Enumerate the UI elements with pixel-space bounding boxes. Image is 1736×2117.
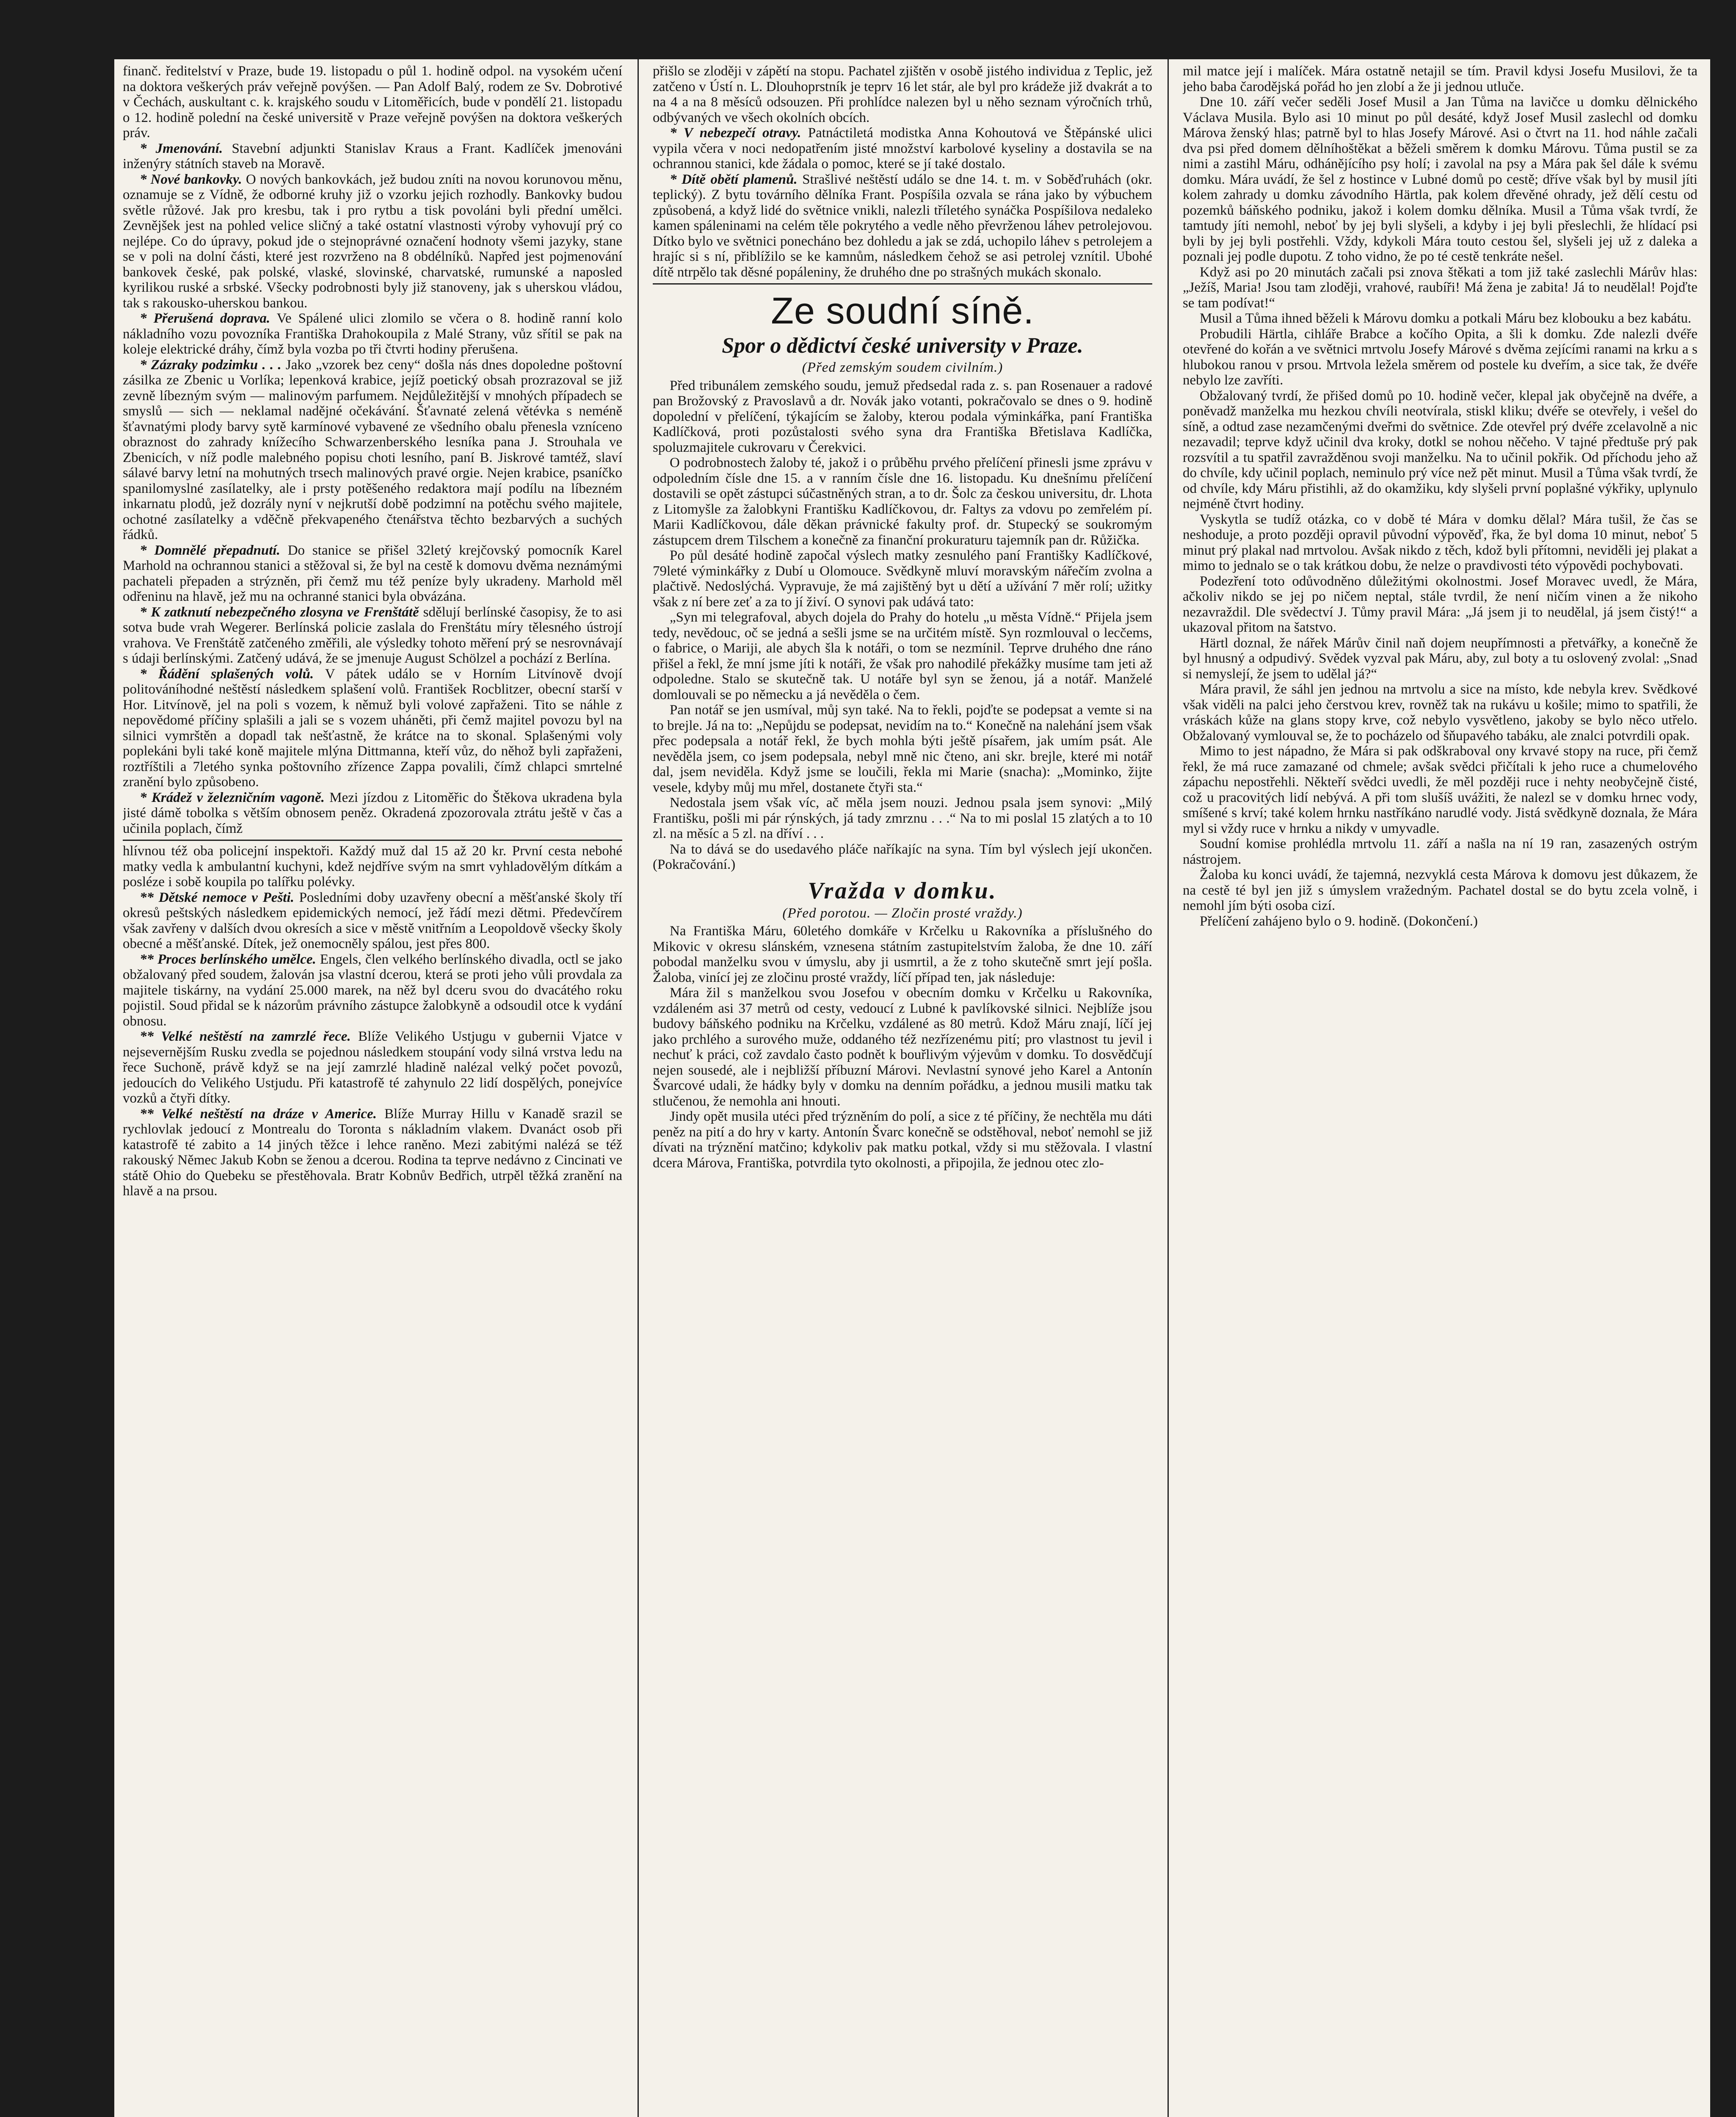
- news-item-heading: * Domnělé přepadnutí.: [140, 542, 280, 558]
- news-item-text: Härtl doznal, že nářek Márův činil naň dojem neupřímnosti a přetvářky, a konečně že byl hnusný a odpudivý. Svědek vyzval pak Máru, aby, zul boty a tu oslovený zvolal: „Snad si nemyslejí, že jsem to udělal já?“: [1183, 635, 1697, 682]
- news-paragraph: [653, 64, 1152, 125]
- news-paragraph: [1183, 682, 1697, 743]
- news-paragraph: [1183, 512, 1697, 574]
- news-paragraph: [1183, 388, 1697, 512]
- news-paragraph: [123, 141, 622, 172]
- news-item-text: Engels, člen velkého berlínského divadla, octl se jako obžalovaný před soudem, žalován jsa vlastní dcerou, která se proti jeho vůli provdala za majitele tiskárny, na vydání 25.000 marek, na něž byl dceru svou do dvacátého roku pojistil. Soud přidal se k názorům právního zástupce žalobkyně a odsoudil otce k vydání obnosu.: [123, 951, 622, 1029]
- news-item-text: Blíže Velikého Ustjugu v gubernii Vjatce v nejsevernějším Rusku zvedla se pojednou následkem stoupání vody silná vrstva ledu na řece Suchoně, právě když se na její zamrzlé hladině nalézal velký počet povozů, jedoucích do Velikého Ustjudu. Při katastrofě té zahynulo 22 lidí dospělých, ponejvíce vozků a čtyři dítky.: [123, 1029, 622, 1106]
- article-paragraph: Pan notář se jen usmíval, můj syn také. Na to řekli, pojďte se podepsat a vemte si na to brejle. Já na to: „Nepůjdu se podepsat, nevidím na to.“ Konečně na nalehání jsem však přec podepsala a notář řekl, že bych mohla býti ještě písařem, jak umím psát. Ale nevěděla jsem, co jsem podepsala, nebyl mně nic čteno, ani skr. brejle, které mi notář dal, jsem neviděla. Když jsme se loučili, řekla mi Marie (snacha): „Mominko, žijte vesele, kdyby můj mu mřel, dostanete čtyři sta.“: [653, 702, 1152, 795]
- news-item-text: přišlo se zloději v zápětí na stopu. Pachatel zjištěn v osobě jistého individua z Teplic, jež zatčeno v Ústí n. L. Dlouhoprstník je teprv 16 let stár, ale byl pro krádeže již dvakrát a to na 4 a na 8 měsíců odsouzen. Při prohlídce nalezen byl u něho seznam výročních trhů, odbývaných ve všech okolních obcích.: [653, 64, 1152, 125]
- column-divider: [638, 59, 639, 2117]
- news-item-text: finanč. ředitelství v Praze, bude 19. listopadu o půl 1. hodině odpol. na vysokém učení na doktora veškerých práv veřejně povýšen. — Pan Adolf Balý, rodem ze Sv. Dobrotivé v Čechách, auskultant c. k. krajského soudu v Litoměřicích, bude v pondělí 21. listopadu o 12. hodině polední na české universitě v Praze veřejně povýšen na doktora veškerých práv.: [123, 64, 622, 141]
- news-paragraph: [1183, 64, 1697, 94]
- news-item-heading: * V nebezpečí otravy.: [670, 125, 801, 141]
- section-divider: [653, 283, 1152, 285]
- article-paragraph: Jindy opět musila utéci před trýzněním do polí, a sice z té příčiny, že nechtěla mu dáti peněz na pití a do hry v karty. Antonín Švarc konečně se odstěhoval, neboť nemohl se již dívati na trýznění matčino; kdykoliv pak matku potkal, vždy si mu stěžovala. I vlastní dcera Márova, Františka, potvrdila tyto okolnosti, a připojila, že jednou otec zlo-: [653, 1109, 1152, 1171]
- article-paragraph: O podrobnostech žaloby té, jakož i o průběhu prvého přelíčení přinesli jsme zprávu v odpoledním čísle dne 15. a v ranním čísle dne 16. listopadu. Ku dnešnímu přelíčení dostavili se opět zástupci súčastněných stran, a to dr. Šolc za českou universitu, dr. Lhota z Litomyšle za žalobkyni Františku Kadlíčkovou, dr. Faltys za vdovu po zemřelém pí. Marii Kadlíčkovou, dále děkan právnické fakulty prof. dr. Stupecký se soukromým zástupcem drem Tilschem a konečně za finanční prokuraturu tajemník pan dr. Růžička.: [653, 455, 1152, 548]
- news-item-heading: * Jmenování.: [140, 141, 223, 156]
- news-paragraph: [123, 311, 622, 357]
- news-item-heading: * Krádež v železničním vagoně.: [140, 790, 325, 805]
- article-paragraph: „Syn mi telegrafoval, abych dojela do Prahy do hotelu „u města Vídně.“ Přijela jsem tedy, nevědouc, oč se jedná a sešli jsme se na určitém místě. Syn rozmlouval o lecčems, o fabrice, o Mariji, ale abych šla k notáři, o tom se nezmínil. Teprve druhého dne ráno přišel a řekl, že mní jsme jíti k notáři, že však pro nahodilé překážky musíme tam jeti až odpoledne. Stalo se skutečně tak. U notáře byl syn se ženou, já a notář. Manželé domlouvali se po německu a já nevěděla o čem.: [653, 610, 1152, 702]
- news-paragraph: [123, 890, 622, 952]
- newspaper-page: [114, 59, 1710, 2117]
- news-paragraph: [123, 666, 622, 790]
- column-2-news-items: [653, 64, 1152, 280]
- news-paragraph: [123, 790, 622, 837]
- news-paragraph: [123, 357, 622, 543]
- news-item-heading: * Přerušená doprava.: [140, 311, 270, 326]
- news-paragraph: [1183, 311, 1697, 326]
- news-item-text: Mezi jízdou z Litoměřic do Štěkova ukradena byla jisté dámě tobolka s větším obnosem peněz. Okradená zpozorovala ztrátu ještě v čas a učinila poplach, čímž: [123, 790, 622, 836]
- news-item-text: hlívnou též oba policejní inspektoři. Každý muž dal 15 až 20 kr. První cesta nebohé matky vedla k ambulantní kuchyni, kdež nejdříve svým na smrt vyhladovělým dítkám a posléze i sobě koupila po talířku polévky.: [123, 843, 622, 890]
- news-paragraph: [123, 64, 622, 141]
- article-paragraph: Po půl desáté hodině započal výslech matky zesnulého paní Františky Kadlíčkové, 79leté výminkářky z Dubí u Olomouce. Svědkyně mluví moravským nářečím zvolna a plačtivě. Nedoslýchá. Vypravuje, že má zajištěný byt u dětí a užívání 7 měr rolí; užitky však z ní bere zeť a za to jí živí. O synovi pak udává tato:: [653, 548, 1152, 610]
- news-item-text: Musil a Tůma ihned běželi k Márovu domku a potkali Máru bez klobouku a bez kabátu.: [1200, 311, 1692, 326]
- court-label-civil: (Před zemským soudem civilním.): [802, 360, 1003, 375]
- news-item-text: Mára pravil, že sáhl jen jednou na mrtvolu a sice na místo, kde nebyla krev. Svědkové však viděli na palci jeho čerstvou krev, rovněž tak na rukávu u košile; mimo to spatřili, že vráskách kůže na glans stopy krve, což nebylo vysvětleno, jakoby se bylo něco utřelo. Obžalovaný vymlouval se, že to pocházelo od šňupavého tabáku, ale znalci potvrdili opak.: [1183, 682, 1697, 743]
- article-title-murder: Vražda v domku.: [808, 877, 997, 904]
- news-item-heading: * K zatknutí nebezpečného zlosyna ve Frenštátě: [140, 604, 419, 620]
- news-item-text: Stavební adjunkti Stanislav Kraus a Frant. Kadlíček jmenováni inženýry státních staveb na Moravě.: [123, 141, 622, 171]
- news-paragraph: [123, 1106, 622, 1199]
- news-paragraph: [1183, 94, 1697, 265]
- news-item-text: Blíže Murray Hillu v Kanadě srazil se rychlovlak jedoucí z Montrealu do Toronta s nákladním vlakem. Dvanáct osob při katastrofě té zabito a 14 jiných těžce i lehce raněno. Mezi zabitými nalézá se též rakouský Němec Jakub Kobn se ženou a dcerou. Rodina ta teprve nedávno z Cincinati ve státě Ohio do Quebeku se přestěhovala. Bratr Kobnův Bedřich, utrpěl těžká zranění na hlavě a na prsou.: [123, 1106, 622, 1199]
- article-paragraph: Nedostala jsem však víc, ač měla jsem nouzi. Jednou psala jsem synovi: „Milý Františku, pošli mi pár rýnských, já tady zmrznu . . .“ Na to mi poslal 15 zlatých a to 10 zl. na měsíc a 5 zl. na dříví . . .: [653, 795, 1152, 841]
- news-item-text: Když asi po 20 minutách začali psi znova štěkati a tom již také zaslechli Márův hlas: „Ježíš, Maria! Jsou tam zloději, vrahové, raubíři! Má žena je zabita! Já to neudělal! Pojďte se tam podívat!“: [1183, 264, 1697, 311]
- news-paragraph: [123, 543, 622, 605]
- news-paragraph: [1183, 326, 1697, 388]
- news-paragraph: [1183, 914, 1697, 929]
- news-item-heading: ** Dětské nemoce v Pešti.: [140, 890, 294, 905]
- news-item-text: Jako „vzorek bez ceny“ došla nás dnes dopoledne poštovní zásilka ze Zbenic u Vorlíka; lepenková krabice, jejíž poetický obsah prozrazoval se již zevně líbezným svým — malinovým parfumem. Nejdůležitější v mnohých případech se smyslů — sich — neklamal nadějné očekávání. Šťavnaté zelená větévka s neméně šťavnatými plody barvy sytě karmínové vybavené ze všedního obalu přenesla vzníceno obraznost do zahrady knížecího Schwarzenberského lesníka pana J. Strouhala ve Zbenicích, v níž podle malebného popisu choti lesního, paní B. Jiskrové tamtéž, slaví sálavé barvy letní na mohutných trsech malinových pravé orgie. Nejen krabice, psaníčko spanilomyslné zasílatelky, ale i prsty potěšeného redaktora mají podílu na líbezném inkarnatu plodů, jež dozrály nyní v nejkrutší době podzimní na potěchu svého majitele, ochotné zasílatelky a vděčně překvapeného čtenářstva těchto bezbarvých a suchých řádků.: [123, 357, 622, 542]
- news-paragraph: [123, 952, 622, 1029]
- news-paragraph: [123, 605, 622, 666]
- article-paragraph: Před tribunálem zemského soudu, jemuž předsedal rada z. s. pan Rosenauer a radové pan Brožovský z Pravoslavů a dr. Novák jako votanti, pokračovalo se dnes o 9. hodině dopolední v přelíčení, týkajícím se žaloby, kterou podala výminkářka, paní Františka Kadlíčková, proti pozůstalosti svého syna dra Františka Břetislava Kadlíčka, spoluzmajitele cukrovaru v Čerekvici.: [653, 378, 1152, 455]
- column-3: [1183, 64, 1697, 2117]
- news-item-heading: * Dítě obětí plamenů.: [670, 171, 798, 187]
- column-divider: [1167, 59, 1169, 2117]
- section-title-court: Ze soudní síně.: [771, 290, 1034, 332]
- news-paragraph: [1183, 743, 1697, 836]
- news-item-text: Žaloba ku konci uvádí, že tajemná, nezvyklá cesta Márova k domovu jest důkazem, že na cestě té byl jen již s úmyslem vražedným. Pachatel dostal se do bytu zcela volně, i nemohl jím býti osoba cizí.: [1183, 867, 1697, 913]
- news-item-text: Mimo to jest nápadno, že Mára si pak odškraboval ony krvavé stopy na ruce, při čemž řekl, že má ruce zamazané od chmele; avšak svědci přičítali k jeho ruce a chumelového zápachu nepostřehli. Někteří svědci uvedli, že měl později ruce i nehty neobyčejně čisté, což u pracovitých lidí nebývá. A při tom slušíš uvážiti, že nalezl se v domku hrnec vody, smíšené s krví; také kolem hrnku nastříkáno narudlé vody. Jistá svědkyně doznala, že Mára myl si vždy ruce v hrnku a nikdy v umyvadle.: [1183, 743, 1697, 836]
- news-item-heading: ** Proces berlínského umělce.: [140, 951, 316, 967]
- news-paragraph: [123, 172, 622, 311]
- news-item-heading: ** Velké neštěstí na dráze v Americe.: [140, 1106, 377, 1122]
- news-item-heading: ** Velké neštěstí na zamrzlé řece.: [140, 1029, 351, 1044]
- article-title-inheritance: Spor o dědictví české university v Praze.: [722, 334, 1083, 358]
- news-paragraph: [1183, 574, 1697, 636]
- news-item-heading: * Zázraky podzimku . . .: [140, 357, 282, 373]
- section-divider: [123, 840, 622, 841]
- news-item-text: Do stanice se přišel 32letý krejčovský pomocník Karel Marhold na ochrannou stanici a stěžoval si, že byl na cestě k domovu dvěma neznámými pachateli přepaden a strýzněn, při čemž mu též peníze byly ukradeny. Marhold měl odřeninu na hlavě, jež mu na ochranné stanici byla obvázána.: [123, 542, 622, 604]
- news-item-text: Vyskytla se tudíž otázka, co v době té Mára v domku dělal? Mára tušil, že čas se neshoduje, a proto později opravil původní výpověď, řka, že byl doma 10 minut, neboť 5 minut prý plakal nad mrtvolou. Avšak nikdo z těch, kdož byli přítomni, neviděli jej plakat a mimo to jednalo se o tak krátkou dobu, že nelze o pravdivosti této výpovědi pochybovati.: [1183, 511, 1697, 573]
- news-item-text: Patnáctiletá modistka Anna Kohoutová ve Štěpánské ulici vypila včera v noci nedopatřením jisté množství karbolové kyseliny a dostavila se na ochrannou stanici, kde žádala o pomoc, které se jí také dostalo.: [653, 125, 1152, 171]
- news-paragraph: [123, 1029, 622, 1106]
- news-item-text: mil matce její i malíček. Mára ostatně netajil se tím. Pravil kdysi Josefu Musilovi, že ta jeho baba čarodějská pořád ho jen zlobí a že ji jednou utluče.: [1183, 64, 1697, 94]
- news-item-text: Obžalovaný tvrdí, že přišed domů po 10. hodině večer, klepal jak obyčejně na dvéře, a poněvadž manželka mu hezkou chvíli neotvírala, stiskl kliku; dvéře se otevřely, i vešel do síně, a odtud zase nezamčenými dveřmi do světnice. Zde otevřel prý dvéře zcelavolně a nic nezavadil; teprve když učinil dva kroky, dotkl se nohou něčeho. V tajné předtuše prý pak rozsvítil a tu spatřil zavražděnou svoji manželku. Na to učinil pokřik. Od příchodu jeho až do chvíle, kdy učinil poplach, neminulo prý více než pět minut. Musil a Tůma však tvrdí, že od chvíle, kdy Máru přistihli, až do okamžiku, kdy slyšeli první poplašné výkřiky, uplynulo nejméně čtvrt hodiny.: [1183, 388, 1697, 511]
- news-item-text: Ve Spálené ulici zlomilo se včera o 8. hodině ranní kolo nákladního vozu povozníka Františka Drahokoupila z Malé Strany, vůz sřítil se pak na koleje elektrické dráhy, čímž byla vozba po tři čtvrti hodiny přerušena.: [123, 311, 622, 357]
- news-paragraph: [1183, 867, 1697, 914]
- news-paragraph: [1183, 636, 1697, 682]
- news-paragraph: [653, 125, 1152, 172]
- news-item-text: Soudní komise prohlédla mrtvolu 11. září a našla na ní 19 ran, zasazených ostrým nástrojem.: [1183, 836, 1697, 867]
- news-paragraph: [653, 172, 1152, 280]
- news-item-heading: * Nové bankovky.: [140, 171, 242, 187]
- news-paragraph: [1183, 265, 1697, 311]
- article-paragraph: Na to dává se do usedavého pláče naříkajíc na syna. Tím byl výslech její ukončen. (Pokračování.): [653, 841, 1152, 872]
- news-item-text: Dne 10. září večer seděli Josef Musil a Jan Tůma na lavičce u domku dělnického Václava Musila. Bylo asi 10 minut po půl desáté, když Josef Musil zaslechl od domku Márova ženský hlas; patrně byl to hlas Josefy Márové. Asi o čtvrt na 11. hod náhle začali dva psi před domem dělníhoštěkat a běželi směrem k domku Márovu. Tůma pustil se za nimi a zastihl Máru, odhánějícího psy holí; i zavolal na psy a Mára pak šel dále k svému domku. Mára uvádí, že šel z hostince v Lubné domů po cestě; dříve však byl by musil jíti kolem zahrady u domku závodního Härtla, pak kolem dřevěné ohrady, jež dělí cestu od pozemků báňského podniku, jakož i kolem domku dělníka. Musil a Tůma však tvrdí, že tamtudy jíti nemohl, neboť by jej byli slyšeli, a kdyby i jej byli přeslechli, že hlídací psi byli by jej byli postřehli. Vždy, kdykoli Mára touto cestou šel, slyšeli jej už z daleka a poznali jej podle dupotu. Z toho vidno, že po té cestě tenkráte nešel.: [1183, 94, 1697, 264]
- news-item-text: Podezření toto odůvodněno důležitými okolnostmi. Josef Moravec uvedl, že Mára, ačkoliv nikdo se jej po ničem neptal, stále tvrdil, že není ničím vinen a že nikoho nezavraždil. Dle svědectví J. Tůmy pravil Mára: „Já jsem ji to neudělal, já jsem čistý!“ a ukazoval přitom na šatstvo.: [1183, 573, 1697, 635]
- news-item-text: V pátek událo se v Horním Litvínově dvojí politováníhodné neštěstí následkem splašení volů. František Rocblitzer, obecní starší v Hor. Litvínově, jel na poli s vozem, k němuž byli volové zapřaženi. Tito se náhle z nepovědomé příčiny splašili a jali se s vozem uháněti, při čemž majitel povozu byl na silnici vymrštěn a dopadl tak nešťastně, že krátce na to skonal. Splašenými voly poplekáni byli také koně majitele mlýna Dittmanna, kteří vůz, do něhož byli zapřaženi, roztříštili a 7letého synka poštovního zřízence Zappa povalili, čímž chlapci smrtelné zranění bylo způsobeno.: [123, 666, 622, 790]
- news-item-text: Přelíčení zahájeno bylo o 9. hodině. (Dokončení.): [1200, 913, 1478, 929]
- news-item-heading: * Řádění splašených volů.: [140, 666, 314, 682]
- news-paragraph: [123, 843, 622, 890]
- article-paragraph: Mára žil s manželkou svou Josefou v obecním domku v Krčelku u Rakovníka, vzdáleném asi 37 metrů od cesty, vedoucí z Lubné k pavlíkovské silnici. Nejblíže jsou budovy báňského podniku na Krčelku, vzdálené as 80 metrů. Kdož Máru znají, líčí jej jako prchlého a surového muže, oddaného též nezřízenému pití; pro vlastnost tu jevil i nechuť k práci, což zavdalo často podnět k bouřlivým výjevům v domku. To dosvědčují nejen sousedé, ale i nejbližší příbuzní Márovi. Nevlastní synové jeho Karel a Antonín Švarcové udali, že hádky byly v domku na denním pořádku, a jednou musili matku tak stlučenou, že nemohla ani hnouti.: [653, 985, 1152, 1109]
- news-item-text: Strašlivé neštěstí událo se dne 14. t. m. v Soběďruhách (okr. teplický). Z bytu továrního dělníka Frant. Pospíšila ozvala se rána jako by výbuchem způsobená, a když lidé do světnice vnikli, nalezli tříletého synáčka Pospíšilova nedaleko kamen spáleninami na celém těle pokrytého a vedle něho převrženou láhev petrolejovou. Dítko bylo ve světnici ponecháno bez dohledu a jak se zdá, uchopilo láhev s petrolejem a hrajíc si s ní, přiblížilo se ke kamnům, následkem čehož se asi petrolej vznítil. Ubohé dítě ntrpělo tak děsné popáleniny, že druhého dne po strašných mukách skonalo.: [653, 171, 1152, 280]
- news-item-text: Probudili Härtla, cihláře Brabce a kočího Opita, a šli k domku. Zde nalezli dvéře otevřené do kořán a ve světnici mrtvolu Josefy Márové s dvěma zejícími ranami na krku a s hlubokou ranou v prsou. Mrtvola ležela směrem od postele ku dveřím, a sice tak, že dvéře nebylo lze zavříti.: [1183, 326, 1697, 388]
- article-body-inheritance: [653, 378, 1152, 873]
- court-label-jury: (Před porotou. — Zločin prosté vraždy.): [782, 905, 1023, 921]
- article-paragraph: Na Františka Máru, 60letého domkáře v Krčelku u Rakovníka a příslušného do Mikovic v okresu slánském, vznesena státním zastupitelstvím žaloba, že dne 10. září pobodal manželku svou v úmyslu, aby ji usmrtil, a že z toho skutečně smrt její pošla. Žaloba, vinící jej ze zločinu prosté vraždy, líčí případ ten, jak následuje:: [653, 923, 1152, 985]
- news-item-text: Posledními doby uzavřeny obecní a měšťanské školy tří okresů peštských následkem epidemických nemocí, jež řádí mezi dětmi. Předevčírem však zavřeny v dalších dvou okresích a sice v městě vnitřním a Leopoldově všecky školy obecné a měšťanské. Dítek, jež onemocněly spálou, jest přes 800.: [123, 890, 622, 951]
- column-2: [653, 64, 1152, 2117]
- news-item-text: sdělují berlínské časopisy, že to asi sotva bude vrah Wegerer. Berlínská policie zaslala do Frenštátu míry tělesného ústrojí vrahova. Ve Frenštátě zatčeného změřili, ale výsledky tohoto měření prý se nesrovnávají s údaji berlínskými. Zatčený udává, že se jmenuje August Schölzel a pochází z Berlína.: [123, 604, 622, 666]
- news-item-text: O nových bankovkách, jež budou zníti na novou korunovou měnu, oznamuje se z Vídně, že odborné kruhy již o vzorku jejich rozhodly. Bankovky budou světle růžové. Jak pro kresbu, tak i pro rytbu a tisk povoláni byli přední umělci. Zevnějšek jest na pohled velice sličný a také ostatní vlastnosti výroby vyhovují prý co nejlépe. Co do úpravy, pokud jde o stejnoprávné označení hodnoty všemi jazyky, stane se v poli na dolní části, které jest rozvrženo na 8 obdélníků. Napřed jest pojmenování bankovek české, pak polské, vlaské, slovinské, charvatské, rumunské a naposled kyrilikou ruské a srbské. Všecky podrobnosti byly již stanoveny, jak s uherskou vládou, tak s rakousko-uherskou bankou.: [123, 171, 622, 311]
- article-body-murder: [653, 923, 1152, 1171]
- column-1: [123, 64, 622, 2117]
- news-paragraph: [1183, 836, 1697, 867]
